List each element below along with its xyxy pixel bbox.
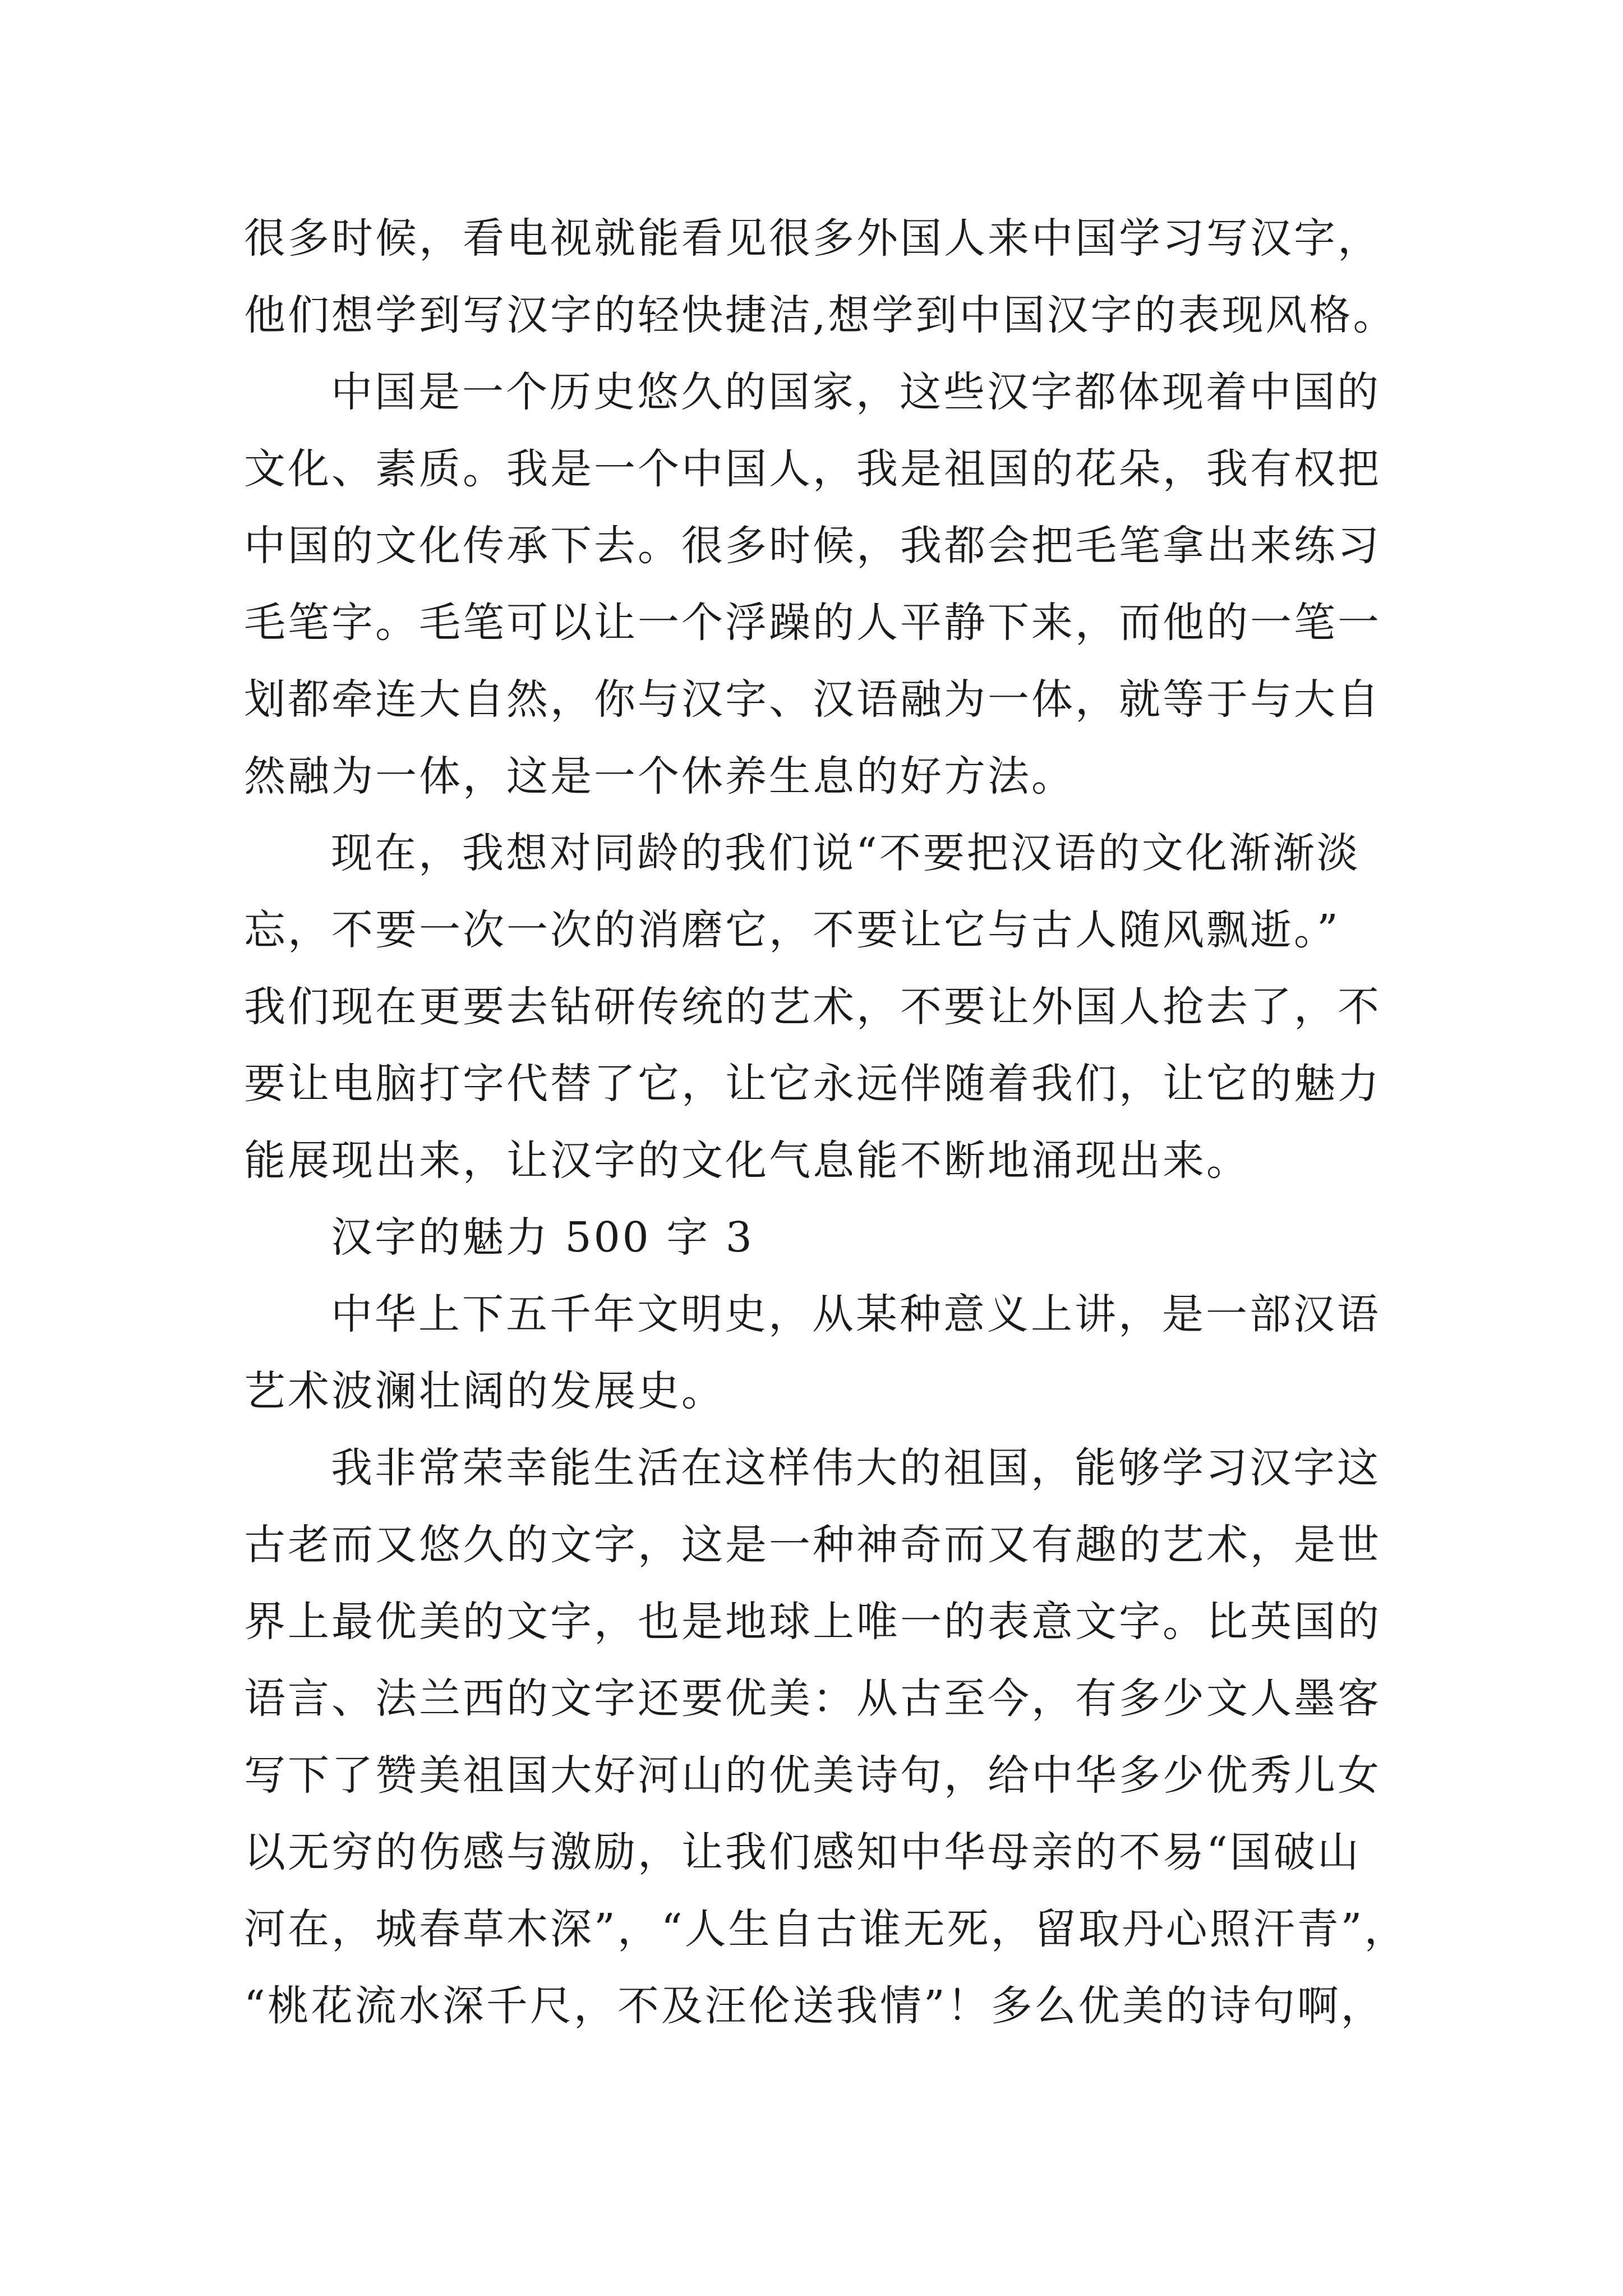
text-line: 界上最优美的文字，也是地球上唯一的表意文字。比英国的 — [244, 1598, 1381, 1646]
text-line: 忘，不要一次一次的消磨它，不要让它与古人随风飘逝。” — [244, 906, 1340, 954]
text-line: 现在，我想对同龄的我们说“不要把汉语的文化渐渐淡 — [331, 829, 1361, 877]
text-line: 河在，城春草木深”，“人生自古谁无死，留取丹心照汗青”， — [244, 1905, 1408, 1953]
text-line: 毛笔字。毛笔可以让一个浮躁的人平静下来，而他的一笔一 — [244, 599, 1381, 647]
text-line: 我非常荣幸能生活在这样伟大的祖国，能够学习汉字这 — [331, 1444, 1381, 1492]
text-line: 要让电脑打字代替了它，让它永远伴随着我们，让它的魅力 — [244, 1060, 1381, 1108]
text-line: 他们想学到写汉字的轻快捷洁,想学到中国汉字的表现风格。 — [244, 291, 1397, 339]
text-line: 中国是一个历史悠久的国家，这些汉字都体现着中国的 — [331, 368, 1381, 416]
text-line: “桃花流水深千尺，不及汪伦送我情”！多么优美的诗句啊， — [244, 1982, 1385, 2030]
text-line: 很多时候，看电视就能看见很多外国人来中国学习写汉字， — [244, 214, 1381, 263]
text-line: 能展现出来，让汉字的文化气息能不断地涌现出来。 — [244, 1137, 1250, 1185]
text-line: 中国的文化传承下去。很多时候，我都会把毛笔拿出来练习 — [244, 522, 1381, 570]
text-line: 古老而又悠久的文字，这是一种神奇而又有趣的艺术，是世 — [244, 1521, 1381, 1569]
text-line: 文化、素质。我是一个中国人，我是祖国的花朵，我有权把 — [244, 445, 1381, 493]
section-heading: 汉字的魅力 500 字 3 — [331, 1213, 754, 1262]
text-line: 语言、法兰西的文字还要优美：从古至今，有多少文人墨客 — [244, 1674, 1381, 1723]
text-line: 以无穷的伤感与激励，让我们感知中华母亲的不易“国破山 — [244, 1828, 1361, 1876]
text-line: 划都牵连大自然，你与汉字、汉语融为一体，就等于与大自 — [244, 675, 1381, 724]
body-text — [244, 200, 1422, 2045]
text-line: 中华上下五千年文明史，从某种意义上讲，是一部汉语 — [331, 1290, 1381, 1338]
text-line: 艺术波澜壮阔的发展史。 — [244, 1367, 725, 1415]
text-line: 然融为一体，这是一个休养生息的好方法。 — [244, 752, 1075, 800]
text-line: 我们现在更要去钻研传统的艺术，不要让外国人抢去了，不 — [244, 983, 1381, 1031]
text-line: 写下了赞美祖国大好河山的优美诗句，给中华多少优秀儿女 — [244, 1751, 1381, 1800]
